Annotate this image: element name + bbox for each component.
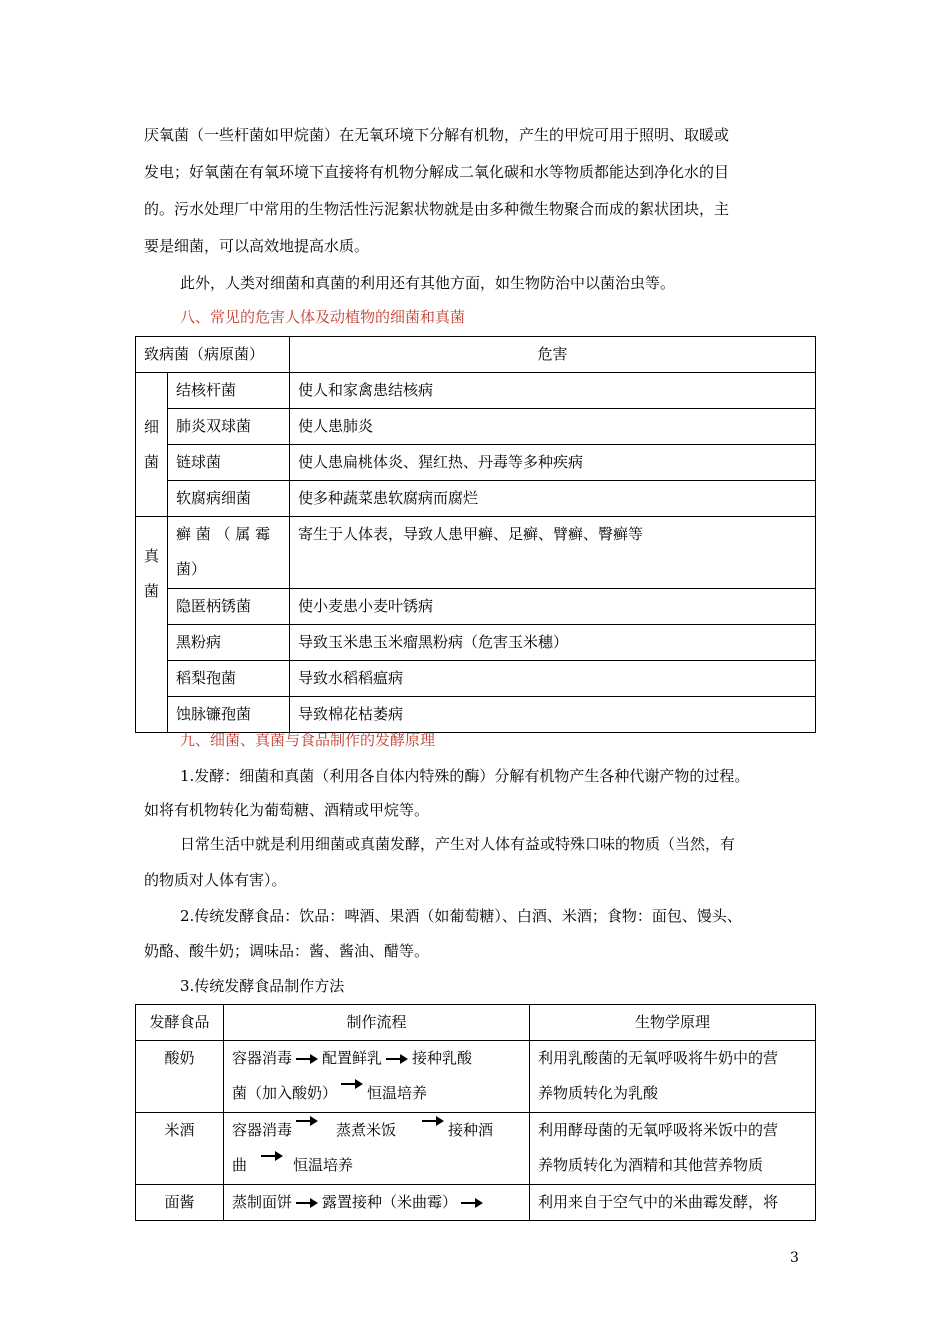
food-name: 酸奶 [136, 1041, 224, 1113]
pathogen-harm: 导致玉米患玉米瘤黑粉病（危害玉米穗） [290, 625, 816, 661]
pathogen-name: 隐匿柄锈菌 [168, 589, 290, 625]
methods-title: 3.传统发酵食品制作方法 [180, 977, 345, 995]
header-principle: 生物学原理 [530, 1005, 816, 1041]
pathogen-harm: 寄生于人体表，导致人患甲癣、足癣、臂癣、臀癣等 [290, 517, 816, 589]
method-table [135, 1004, 816, 1221]
pathogen-name: 黑粉病 [168, 625, 290, 661]
page-number: 3 [790, 1250, 799, 1266]
process-step: 配置鲜乳 [322, 1049, 383, 1067]
section8-title: 八、常见的危害人体及动植物的细菌和真菌 [180, 308, 466, 326]
principle-line: 利用乳酸菌的无氧呼吸将牛奶中的营 [538, 1049, 779, 1067]
foods-line2: 奶酪、酸牛奶；调味品：酱、酱油、醋等。 [144, 942, 430, 960]
daily-life-line2: 的物质对人体有害）。 [144, 871, 287, 889]
bacteria-label-char: 菌 [143, 452, 159, 471]
pathogen-name: 软腐病细菌 [168, 481, 290, 517]
process-line [232, 1113, 521, 1148]
food-name: 米酒 [136, 1113, 224, 1185]
intro-line: 的。污水处理厂中常用的生物活性污泥絮状物就是由多种微生物聚合而成的絮状团块，主 [144, 200, 730, 218]
pathogen-harm: 使人患扁桃体炎、猩红热、丹毒等多种疾病 [290, 445, 816, 481]
arrow-right-icon [386, 1054, 408, 1064]
intro-paragraph [144, 117, 816, 265]
pathogen-name: 链球菌 [168, 445, 290, 481]
arrow-right-icon [296, 1198, 318, 1208]
pathogen-harm: 使多种蔬菜患软腐病而腐烂 [290, 481, 816, 517]
food-name: 面酱 [136, 1185, 224, 1221]
fermentation-def-line2: 如将有机物转化为葡萄糖、酒精或甲烷等。 [144, 801, 430, 819]
process-step: 菌（加入酸奶） [232, 1084, 338, 1102]
bacteria-group-label [136, 373, 168, 517]
daily-life-line1: 日常生活中就是利用细菌或真菌发酵，产生对人体有益或特殊口味的物质（当然，有 [180, 835, 736, 853]
fungi-group-label [136, 517, 168, 733]
pathogen-harm: 使人患肺炎 [290, 409, 816, 445]
intro-line: 厌氧菌（一些杆菌如甲烷菌）在无氧环境下分解有机物，产生的甲烷可用于照明、取暖或 [144, 126, 730, 144]
header-pathogen: 致病菌（病原菌） [136, 337, 290, 373]
process-line [232, 1148, 521, 1183]
arrow-right-icon [296, 1116, 318, 1126]
pathogen-name: 肺炎双球菌 [168, 409, 290, 445]
principle [530, 1041, 816, 1113]
intro-line: 要是细菌，可以高效地提高水质。 [144, 237, 370, 255]
process-flow [224, 1041, 530, 1113]
pathogen-harm: 导致水稻稻瘟病 [290, 661, 816, 697]
pathogen-name-line: 癣 菌 （ 属 霉 [176, 525, 271, 543]
principle: 利用来自于空气中的米曲霉发酵，将 [530, 1185, 816, 1221]
pathogen-harm: 使小麦患小麦叶锈病 [290, 589, 816, 625]
arrow-right-icon [296, 1054, 318, 1064]
bacteria-label-char: 细 [143, 417, 159, 436]
fungi-label-char: 菌 [143, 582, 159, 600]
process-line [232, 1041, 521, 1076]
intro-line: 发电；好氧菌在有氧环境下直接将有机物分解成二氧化碳和水等物质都能达到净化水的目 [144, 163, 730, 181]
process-step: 露置接种（米曲霉） [322, 1193, 458, 1211]
header-food: 发酵食品 [136, 1005, 224, 1041]
header-harm: 危害 [290, 337, 816, 373]
process-step: 恒温培养 [293, 1156, 354, 1174]
pathogen-name-line: 菌） [176, 560, 207, 578]
header-process: 制作流程 [224, 1005, 530, 1041]
pathogen-name: 蚀脉镰孢菌 [168, 697, 290, 733]
process-step: 恒温培养 [367, 1084, 428, 1102]
arrow-right-icon [461, 1198, 483, 1208]
process-step: 曲 [232, 1156, 248, 1174]
pathogen-name: 结核杆菌 [168, 373, 290, 409]
other-uses-paragraph: 此外，人类对细菌和真菌的利用还有其他方面，如生物防治中以菌治虫等。 [180, 274, 676, 292]
arrow-right-icon [341, 1079, 363, 1089]
foods-line1: 2.传统发酵食品：饮品：啤酒、果酒（如葡萄糖）、白酒、米酒；食物：面包、馒头、 [180, 907, 742, 925]
pathogen-table [135, 336, 816, 733]
process-step: 容器消毒 [232, 1121, 293, 1139]
principle-line: 养物质转化为乳酸 [538, 1084, 659, 1102]
arrow-right-icon [261, 1151, 283, 1161]
process-line [232, 1076, 521, 1111]
section9-title: 九、细菌、真菌与食品制作的发酵原理 [180, 731, 436, 749]
process-step: 蒸制面饼 [232, 1193, 293, 1211]
fungi-label-char: 真 [143, 547, 159, 565]
arrow-right-icon [422, 1116, 444, 1126]
pathogen-name [168, 517, 290, 589]
process-step: 蒸煮米饭 [336, 1121, 397, 1139]
process-step: 接种乳酸 [412, 1049, 473, 1067]
principle-line: 养物质转化为酒精和其他营养物质 [538, 1156, 764, 1174]
pathogen-name: 稻梨孢菌 [168, 661, 290, 697]
process-step: 接种酒 [448, 1121, 494, 1139]
pathogen-harm: 导致棉花枯萎病 [290, 697, 816, 733]
process-flow [224, 1185, 530, 1221]
principle-line: 利用酵母菌的无氧呼吸将米饭中的营 [538, 1121, 779, 1139]
pathogen-harm: 使人和家禽患结核病 [290, 373, 816, 409]
process-step: 容器消毒 [232, 1049, 293, 1067]
process-flow [224, 1113, 530, 1185]
fermentation-def-line1: 1.发酵：细菌和真菌（利用各自体内特殊的酶）分解有机物产生各种代谢产物的过程。 [180, 767, 750, 785]
principle [530, 1113, 816, 1185]
